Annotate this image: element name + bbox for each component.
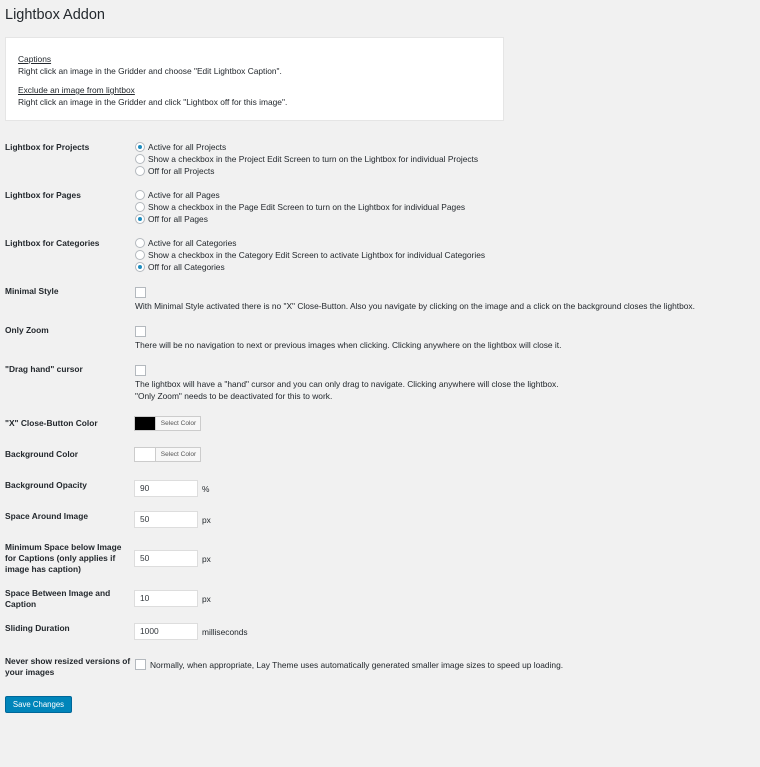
captions-link[interactable]: Captions — [18, 54, 52, 64]
categories-option-active[interactable]: Active for all Categories — [135, 238, 236, 248]
projects-option-active[interactable]: Active for all Projects — [135, 142, 226, 152]
min-space-input[interactable]: 50 — [134, 550, 198, 567]
opacity-unit: % — [202, 484, 210, 494]
close-color-picker[interactable] — [134, 416, 201, 431]
space-between-label: Space Between Image and Caption — [5, 588, 111, 609]
select-color-button[interactable]: Select Color — [155, 448, 201, 461]
projects-label: Lightbox for Projects — [5, 142, 90, 152]
radio-button[interactable] — [135, 190, 145, 200]
captions-text: Right click an image in the Gridder and choose "Edit Lightbox Caption". — [18, 66, 282, 76]
drag-hand-label: "Drag hand" cursor — [5, 364, 83, 374]
resized-description: Normally, when appropriate, Lay Theme uses automatically generated smaller image sizes to speed up loading. — [150, 660, 564, 670]
resized-label: Never show resized versions of your images — [5, 656, 131, 677]
page-title: Lightbox Addon — [5, 7, 105, 23]
pages-option-checkbox[interactable]: Show a checkbox in the Page Edit Screen to turn on the Lightbox for individual Pages — [135, 202, 465, 212]
select-color-button[interactable]: Select Color — [155, 417, 201, 430]
radio-button[interactable] — [135, 154, 145, 164]
min-space-label: Minimum Space below Image for Captions (only applies if image has caption) — [5, 542, 122, 574]
radio-button[interactable] — [135, 202, 145, 212]
exclude-text: Right click an image in the Gridder and click "Lightbox off for this image". — [18, 97, 288, 107]
categories-option-checkbox[interactable]: Show a checkbox in the Category Edit Screen to activate Lightbox for individual Categories — [135, 250, 485, 260]
pages-option-off[interactable]: Off for all Pages — [135, 214, 208, 224]
info-box — [5, 37, 504, 121]
drag-hand-description: The lightbox will have a "hand" cursor and you can only drag to navigate. Clicking anywhere will close the lightbox. — [135, 379, 559, 389]
min-space-unit: px — [202, 554, 211, 564]
radio-button[interactable] — [135, 142, 145, 152]
background-opacity-input[interactable]: 90 — [134, 480, 198, 497]
sliding-duration-input[interactable]: 1000 — [134, 623, 198, 640]
save-changes-button[interactable]: Save Changes — [5, 696, 72, 713]
resized-checkbox[interactable] — [135, 659, 146, 670]
only-zoom-description: There will be no navigation to next or previous images when clicking. Clicking anywhere on the lightbox will close it. — [135, 340, 562, 350]
only-zoom-checkbox[interactable] — [135, 326, 146, 337]
projects-option-off[interactable]: Off for all Projects — [135, 166, 214, 176]
space-around-label: Space Around Image — [5, 511, 88, 521]
radio-button[interactable] — [135, 214, 145, 224]
space-around-unit: px — [202, 515, 211, 525]
drag-hand-checkbox[interactable] — [135, 365, 146, 376]
pages-label: Lightbox for Pages — [5, 190, 81, 200]
categories-option-off[interactable]: Off for all Categories — [135, 262, 225, 272]
minimal-style-label: Minimal Style — [5, 286, 59, 296]
color-swatch — [135, 417, 155, 430]
background-color-label: Background Color — [5, 449, 79, 459]
pages-option-active[interactable]: Active for all Pages — [135, 190, 220, 200]
sliding-duration-unit: milliseconds — [202, 627, 248, 637]
sliding-duration-label: Sliding Duration — [5, 623, 70, 633]
only-zoom-label: Only Zoom — [5, 325, 49, 335]
color-swatch — [135, 448, 155, 461]
radio-button[interactable] — [135, 238, 145, 248]
space-between-unit: px — [202, 594, 211, 604]
close-color-label: "X" Close-Button Color — [5, 418, 98, 428]
space-around-input[interactable]: 50 — [134, 511, 198, 528]
minimal-style-description: With Minimal Style activated there is no "X" Close-Button. Also you navigate by clicking on the image and a click on the background closes the lightbox. — [135, 301, 695, 311]
minimal-style-checkbox[interactable] — [135, 287, 146, 298]
background-color-picker[interactable] — [134, 447, 201, 462]
radio-button[interactable] — [135, 166, 145, 176]
drag-hand-note: "Only Zoom" needs to be deactivated for this to work. — [135, 391, 333, 401]
background-opacity-label: Background Opacity — [5, 480, 87, 490]
space-between-input[interactable]: 10 — [134, 590, 198, 607]
exclude-link[interactable]: Exclude an image from lightbox — [18, 85, 135, 95]
categories-label: Lightbox for Categories — [5, 238, 100, 248]
radio-button[interactable] — [135, 250, 145, 260]
projects-option-checkbox[interactable]: Show a checkbox in the Project Edit Screen to turn on the Lightbox for individual Projects — [135, 154, 478, 164]
radio-button[interactable] — [135, 262, 145, 272]
